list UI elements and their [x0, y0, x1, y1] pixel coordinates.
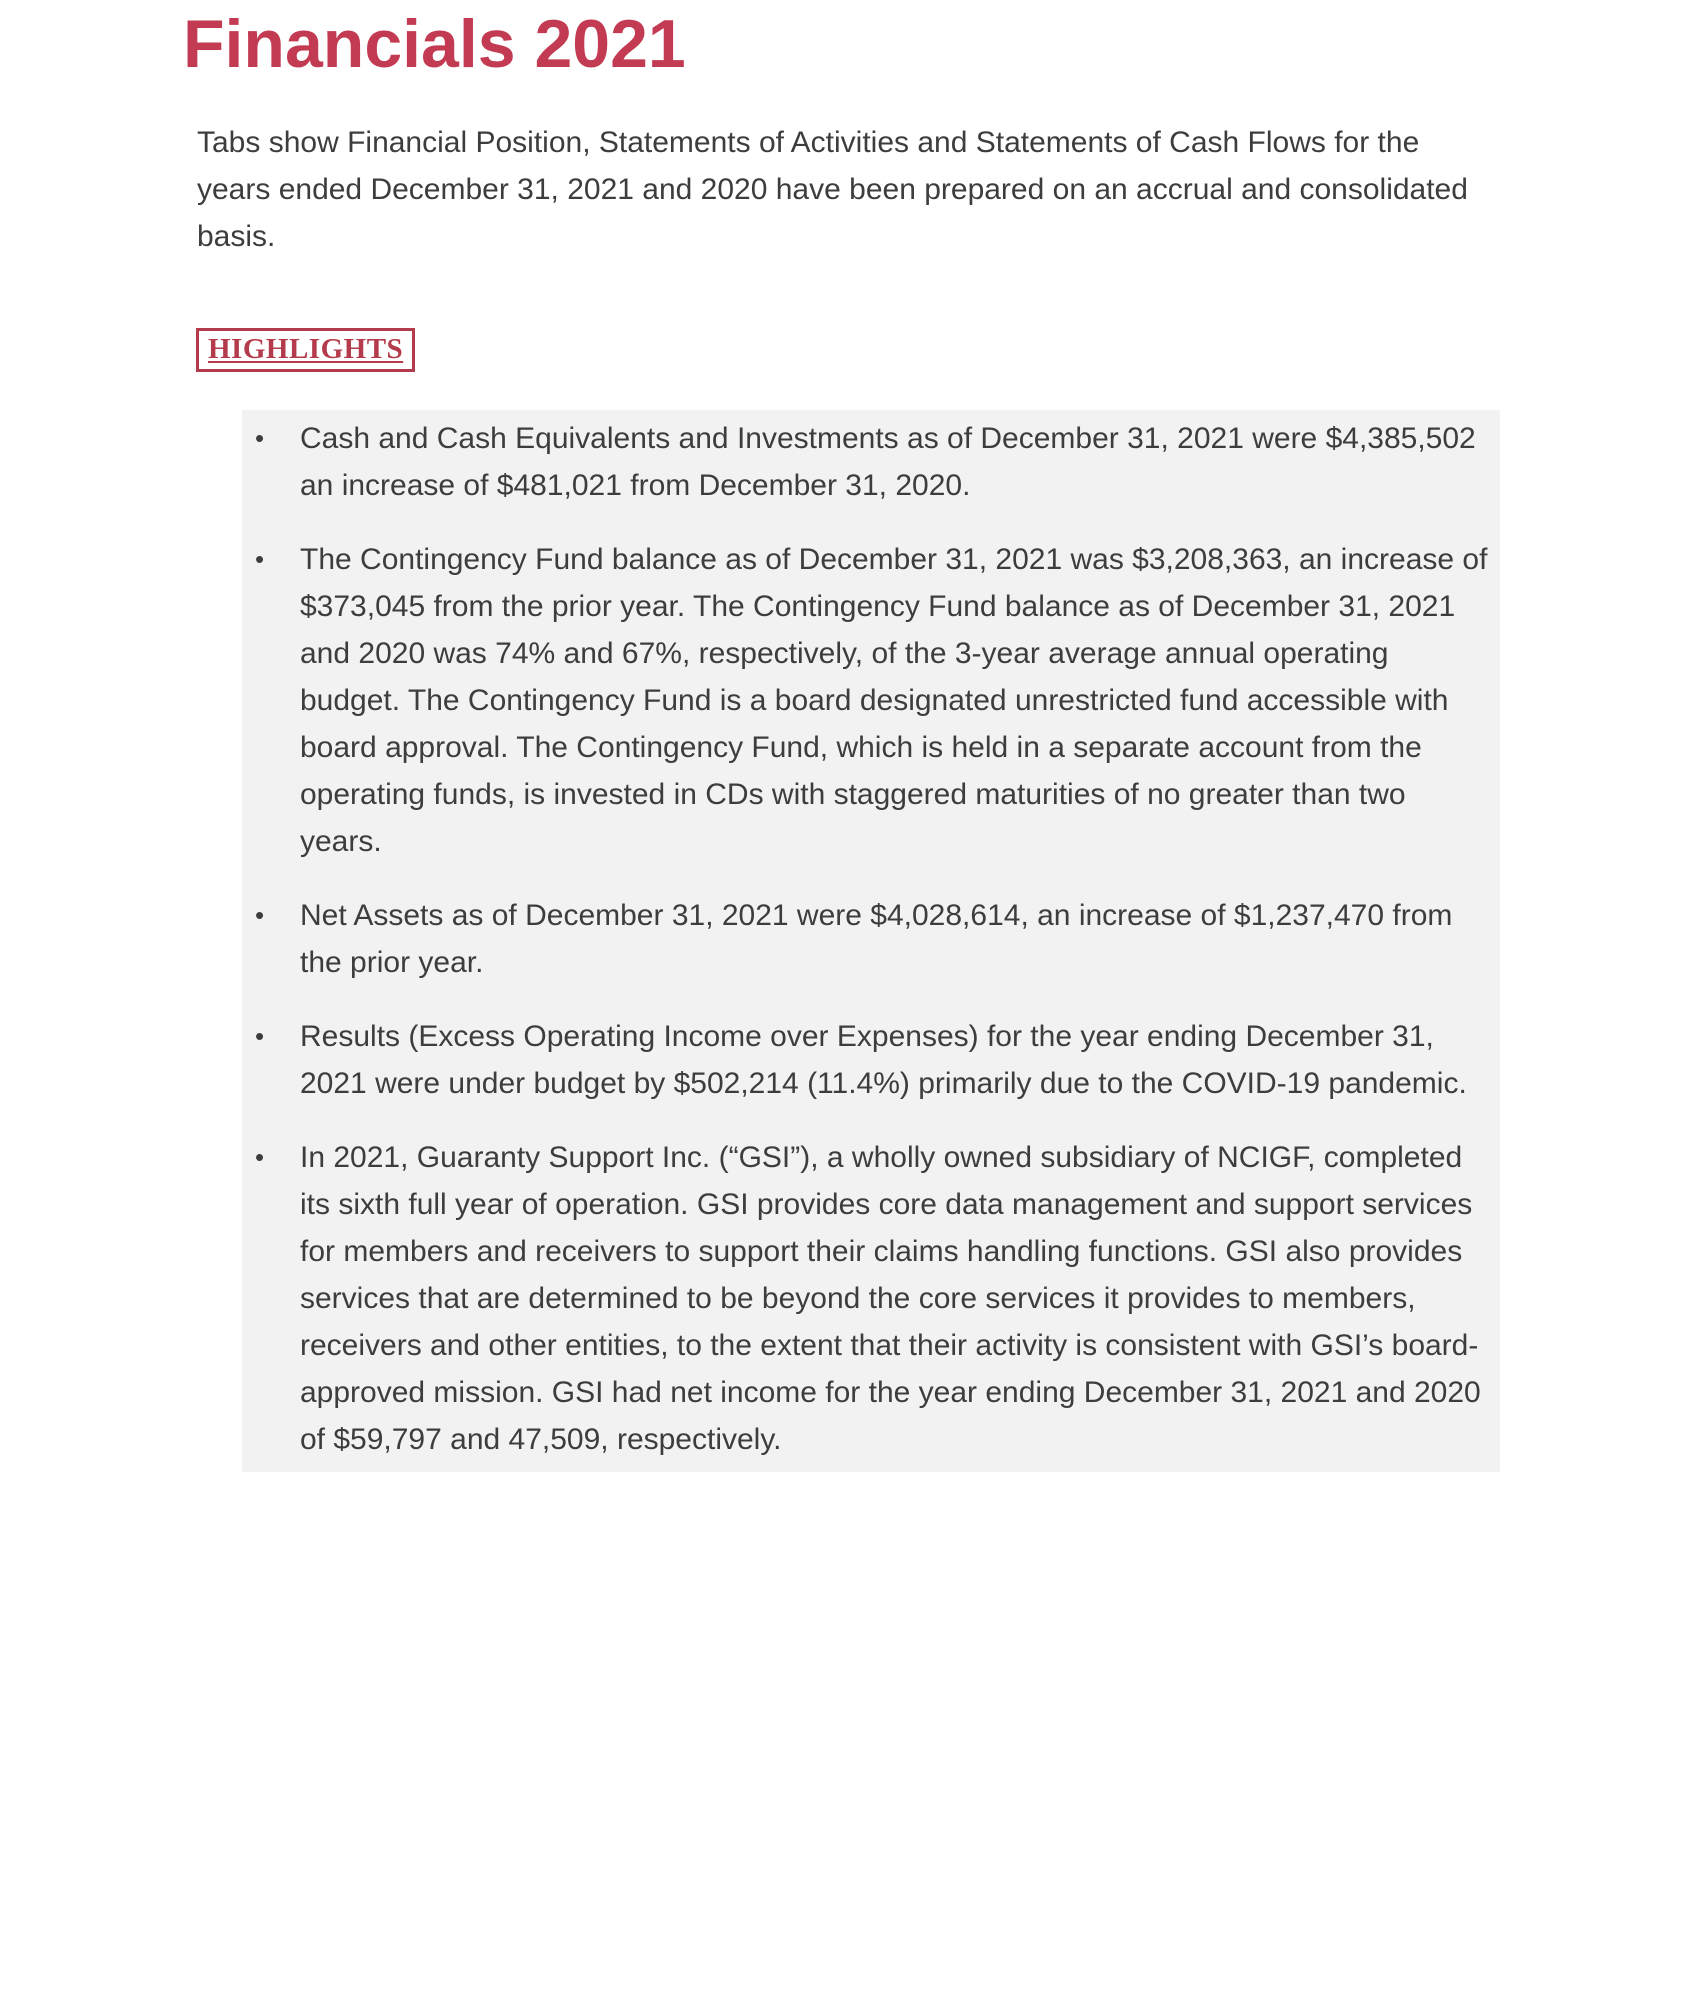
list-item	[242, 415, 1495, 509]
list-item-text: Cash and Cash Equivalents and Investments as of December 31, 2021 were $4,385,502 an increase of $481,021 from December 31, 2020.	[300, 422, 1476, 502]
bullet-icon: •	[255, 1021, 265, 1051]
list-item-text: In 2021, Guaranty Support Inc. (“GSI”), a wholly owned subsidiary of NCIGF, completed its sixth full year of operation. GSI provides core data management and support services for members and receivers to support their claims handling functions. GSI also provides services that are determined to be beyond the core services it provides to members, receivers and other entities, to the extent that their activity is consistent with GSI’s board-approved mission. GSI had net income for the year ending December 31, 2021 and 2020 of $59,797 and 47,509, respectively.	[300, 1141, 1481, 1456]
highlights-panel	[242, 410, 1500, 1472]
highlights-list	[242, 415, 1495, 1463]
highlights-heading: HIGHLIGHTS	[208, 333, 404, 365]
list-item-text: Net Assets as of December 31, 2021 were $4,028,614, an increase of $1,237,470 from the prior year.	[300, 899, 1453, 979]
list-item	[242, 1134, 1495, 1463]
bullet-icon: •	[255, 544, 265, 574]
list-item-text: Results (Excess Operating Income over Expenses) for the year ending December 31, 2021 were under budget by $502,214 (11.4%) primarily due to the COVID-19 pandemic.	[300, 1020, 1467, 1100]
page-title: Financials 2021	[183, 6, 686, 82]
list-item	[242, 1013, 1495, 1107]
list-item-text: The Contingency Fund balance as of December 31, 2021 was $3,208,363, an increase of $373,045 from the prior year. The Contingency Fund balance as of December 31, 2021 and 2020 was 74% and 67%, respectively, of the 3-year average annual operating budget. The Contingency Fund is a board designated unrestricted fund accessible with board approval. The Contingency Fund, which is held in a separate account from the operating funds, is invested in CDs with staggered maturities of no greater than two years.	[300, 543, 1488, 858]
bullet-icon: •	[255, 423, 265, 453]
intro-paragraph: Tabs show Financial Position, Statements of Activities and Statements of Cash Flows for the years ended December 31, 2021 and 2020 have been prepared on an accrual and consolidated basis.	[197, 126, 1468, 253]
list-item	[242, 892, 1495, 986]
highlights-heading-box	[196, 328, 415, 372]
list-item	[242, 536, 1495, 865]
bullet-icon: •	[255, 900, 265, 930]
bullet-icon: •	[255, 1142, 265, 1172]
